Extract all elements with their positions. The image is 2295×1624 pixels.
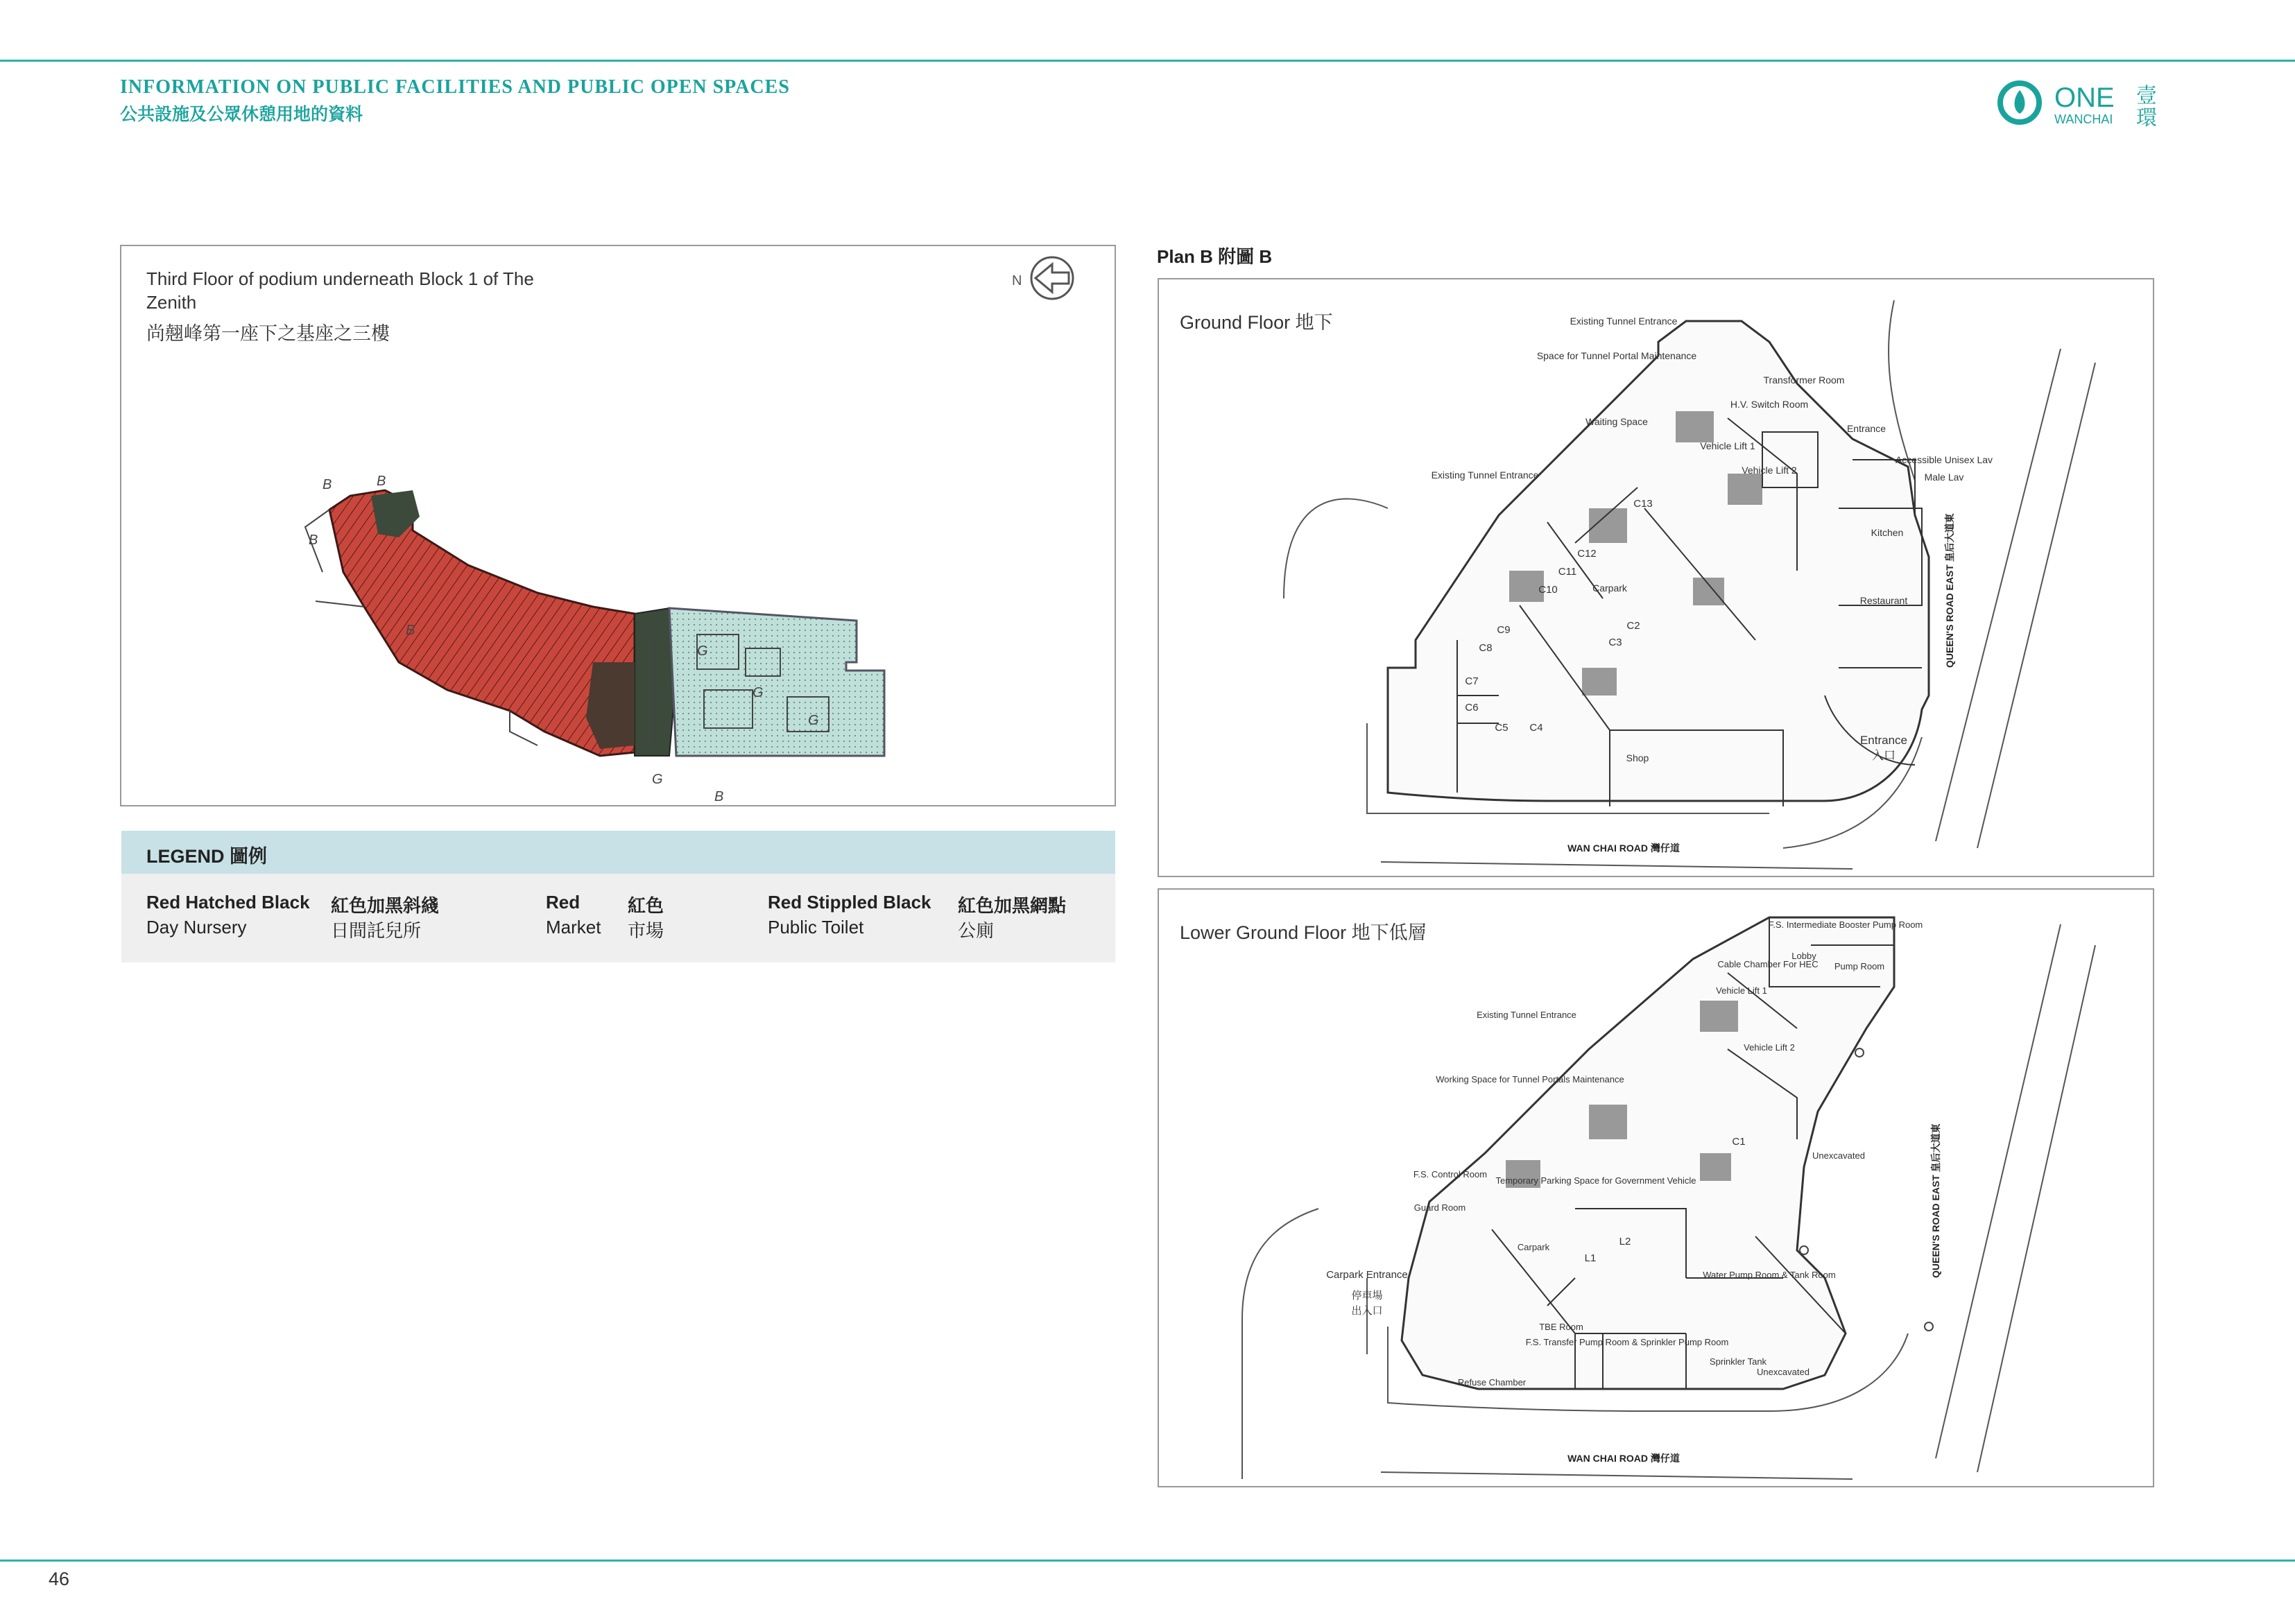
l-existing-tunnel: Existing Tunnel Entrance — [1477, 1010, 1576, 1020]
legend-use-en-2: Market — [546, 917, 601, 938]
footer-rule — [0, 1560, 2295, 1562]
l-road-bottom: WAN CHAI ROAD 灣仔道 — [1567, 1453, 1680, 1464]
mark-b-5: B — [714, 789, 724, 804]
legend-name-zh-1: 紅色加黑斜綫 — [331, 895, 440, 916]
legend-header — [121, 831, 1115, 874]
g-tunnel-portal: Space for Tunnel Portal Maintenance — [1536, 350, 1697, 361]
bay-c2: C2 — [1626, 620, 1640, 632]
legend-name-en-3: Red Stippled Black — [768, 892, 931, 913]
l-carpark-entrance-zh-2: 出入口 — [1351, 1305, 1383, 1317]
one-wanchai-logo — [1997, 75, 2171, 130]
g-road-bottom: WAN CHAI ROAD 灣仔道 — [1567, 843, 1680, 854]
bay-c1: C1 — [1732, 1136, 1746, 1148]
mark-b-1: B — [323, 477, 332, 492]
mark-b-3: B — [309, 533, 318, 548]
bay-c4: C4 — [1529, 722, 1543, 734]
g-carpark: Carpark — [1592, 582, 1627, 594]
legend — [121, 831, 1115, 962]
legend-use-zh-2: 市場 — [628, 920, 664, 941]
g-shop: Shop — [1626, 752, 1649, 763]
l-carpark-entrance: Carpark Entrance — [1326, 1269, 1408, 1281]
l-lobby: Lobby — [1791, 951, 1816, 961]
bay-c12: C12 — [1577, 548, 1597, 560]
g-accessible: Accessible Unisex Lav — [1895, 454, 1993, 465]
bay-c3: C3 — [1608, 637, 1622, 648]
l-fs-booster: F.S. Intermediate Booster Pump Room — [1768, 919, 1923, 930]
third-floor-panel — [120, 245, 1116, 806]
legend-name-zh-2: 紅色 — [628, 895, 664, 916]
ground-floor-title: Ground Floor 地下 — [1180, 312, 1333, 333]
mark-g-2: G — [753, 685, 764, 700]
mark-g-1: G — [697, 643, 708, 659]
legend-name-en-2: Red — [546, 892, 581, 913]
mark-g-3: G — [808, 713, 819, 728]
ground-floor-panel — [1158, 278, 2154, 877]
logo-wanchai: WANCHAI — [2054, 112, 2113, 126]
bay-c6: C6 — [1465, 702, 1479, 714]
public-toilet-area — [669, 608, 884, 756]
legend-use-en-3: Public Toilet — [768, 917, 864, 938]
legend-name-zh-3: 紅色加黑網點 — [958, 895, 1067, 916]
g-vehicle-lift-1: Vehicle Lift 1 — [1700, 440, 1755, 451]
l-vehicle-lift-1: Vehicle Lift 1 — [1716, 985, 1767, 996]
logo-zh-2: 環 — [2136, 107, 2157, 130]
l-fs-transfer: F.S. Transfer Pump Room & Sprinkler Pump Room — [1525, 1337, 1729, 1347]
l-unexcavated-2: Unexcavated — [1757, 1367, 1810, 1377]
third-floor-caption-zh: 尚翹峰第一座下之基座之三樓 — [146, 323, 390, 345]
bay-c9: C9 — [1497, 624, 1511, 636]
l-unexcavated-1: Unexcavated — [1812, 1150, 1865, 1161]
l-carpark-entrance-zh-1: 停車場 — [1351, 1290, 1383, 1302]
g-hv-switch: H.V. Switch Room — [1730, 399, 1809, 410]
page-title-zh: 公共設施及公眾休憩用地的資料 — [120, 104, 363, 124]
g-entrance-top: Entrance — [1846, 423, 1886, 434]
bay-l2: L2 — [1619, 1236, 1631, 1247]
g-male-lav: Male Lav — [1924, 472, 1964, 483]
l-refuse: Refuse Chamber — [1457, 1377, 1527, 1388]
l-cable-chamber: Cable Chamber For HEC — [1717, 959, 1819, 969]
third-floor-caption: Third Floor of podium underneath Block 1 of The Zenith — [146, 268, 534, 313]
g-waiting: Waiting Space — [1585, 416, 1648, 427]
g-vehicle-lift-2: Vehicle Lift 2 — [1742, 465, 1797, 476]
g-existing-tunnel: Existing Tunnel Entrance — [1570, 316, 1678, 327]
l-guard-room: Guard Room — [1413, 1202, 1466, 1213]
g-existing-tunnel-2: Existing Tunnel Entrance — [1431, 469, 1539, 481]
g-transformer: Transformer Room — [1763, 374, 1845, 386]
bay-c10: C10 — [1538, 584, 1558, 596]
legend-use-en-1: Day Nursery — [146, 917, 247, 938]
bay-c7: C7 — [1465, 675, 1479, 687]
mark-g-4: G — [652, 772, 663, 787]
third-floor-plan — [121, 246, 1115, 805]
ground-floor-plan — [1159, 279, 2153, 876]
g-entrance-bottom: Entrance — [1859, 734, 1908, 747]
lower-ground-floor-panel — [1158, 888, 2154, 1487]
lower-ground-floor-plan — [1159, 890, 2153, 1486]
bay-c5: C5 — [1495, 722, 1508, 734]
legend-name-en-1: Red Hatched Black — [146, 892, 310, 913]
ground-building-outline — [1388, 321, 1929, 801]
mark-b-4: B — [406, 623, 415, 638]
l-pump-room: Pump Room — [1834, 961, 1885, 971]
l-temp-parking: Temporary Parking Space for Government Vehicle — [1495, 1175, 1696, 1186]
logo-zh-1: 壹 — [2136, 85, 2157, 107]
l-sprinkler-tank: Sprinkler Tank — [1709, 1356, 1767, 1367]
bay-l1: L1 — [1584, 1252, 1597, 1264]
l-fs-control: F.S. Control Room — [1413, 1169, 1488, 1180]
g-kitchen: Kitchen — [1871, 527, 1904, 538]
g-entrance-bottom-zh: 入口 — [1872, 749, 1896, 762]
g-restaurant: Restaurant — [1859, 595, 1908, 606]
legend-use-zh-1: 日間託兒所 — [331, 920, 422, 941]
plan-b-label: Plan B 附圖 B — [1157, 246, 1273, 267]
lower-ground-floor-title: Lower Ground Floor 地下低層 — [1180, 922, 1427, 943]
header-rule — [0, 60, 2295, 62]
g-road-right: QUEEN'S ROAD EAST 皇后大道東 — [1944, 513, 1955, 668]
legend-title: LEGEND 圖例 — [146, 846, 268, 867]
bay-c8: C8 — [1479, 642, 1493, 654]
mark-b-2: B — [377, 474, 386, 489]
page-number: 46 — [49, 1569, 70, 1589]
legend-use-zh-3: 公廁 — [958, 920, 995, 941]
bay-c11: C11 — [1558, 566, 1577, 578]
l-road-right: QUEEN'S ROAD EAST 皇后大道東 — [1930, 1123, 1941, 1278]
l-tbe-room: TBE Room — [1539, 1322, 1583, 1332]
l-working-space: Working Space for Tunnel Portals Maintenance — [1436, 1074, 1624, 1085]
l-vehicle-lift-2: Vehicle Lift 2 — [1744, 1042, 1795, 1053]
north-label: N — [1012, 273, 1022, 288]
bay-c13: C13 — [1633, 498, 1653, 510]
l-carpark: Carpark — [1517, 1242, 1550, 1252]
page-title: INFORMATION ON PUBLIC FACILITIES AND PUBLIC OPEN SPACES — [120, 76, 790, 98]
l-water-pump: Water Pump Room & Tank Room — [1703, 1270, 1836, 1280]
logo-one: ONE — [2054, 83, 2115, 113]
